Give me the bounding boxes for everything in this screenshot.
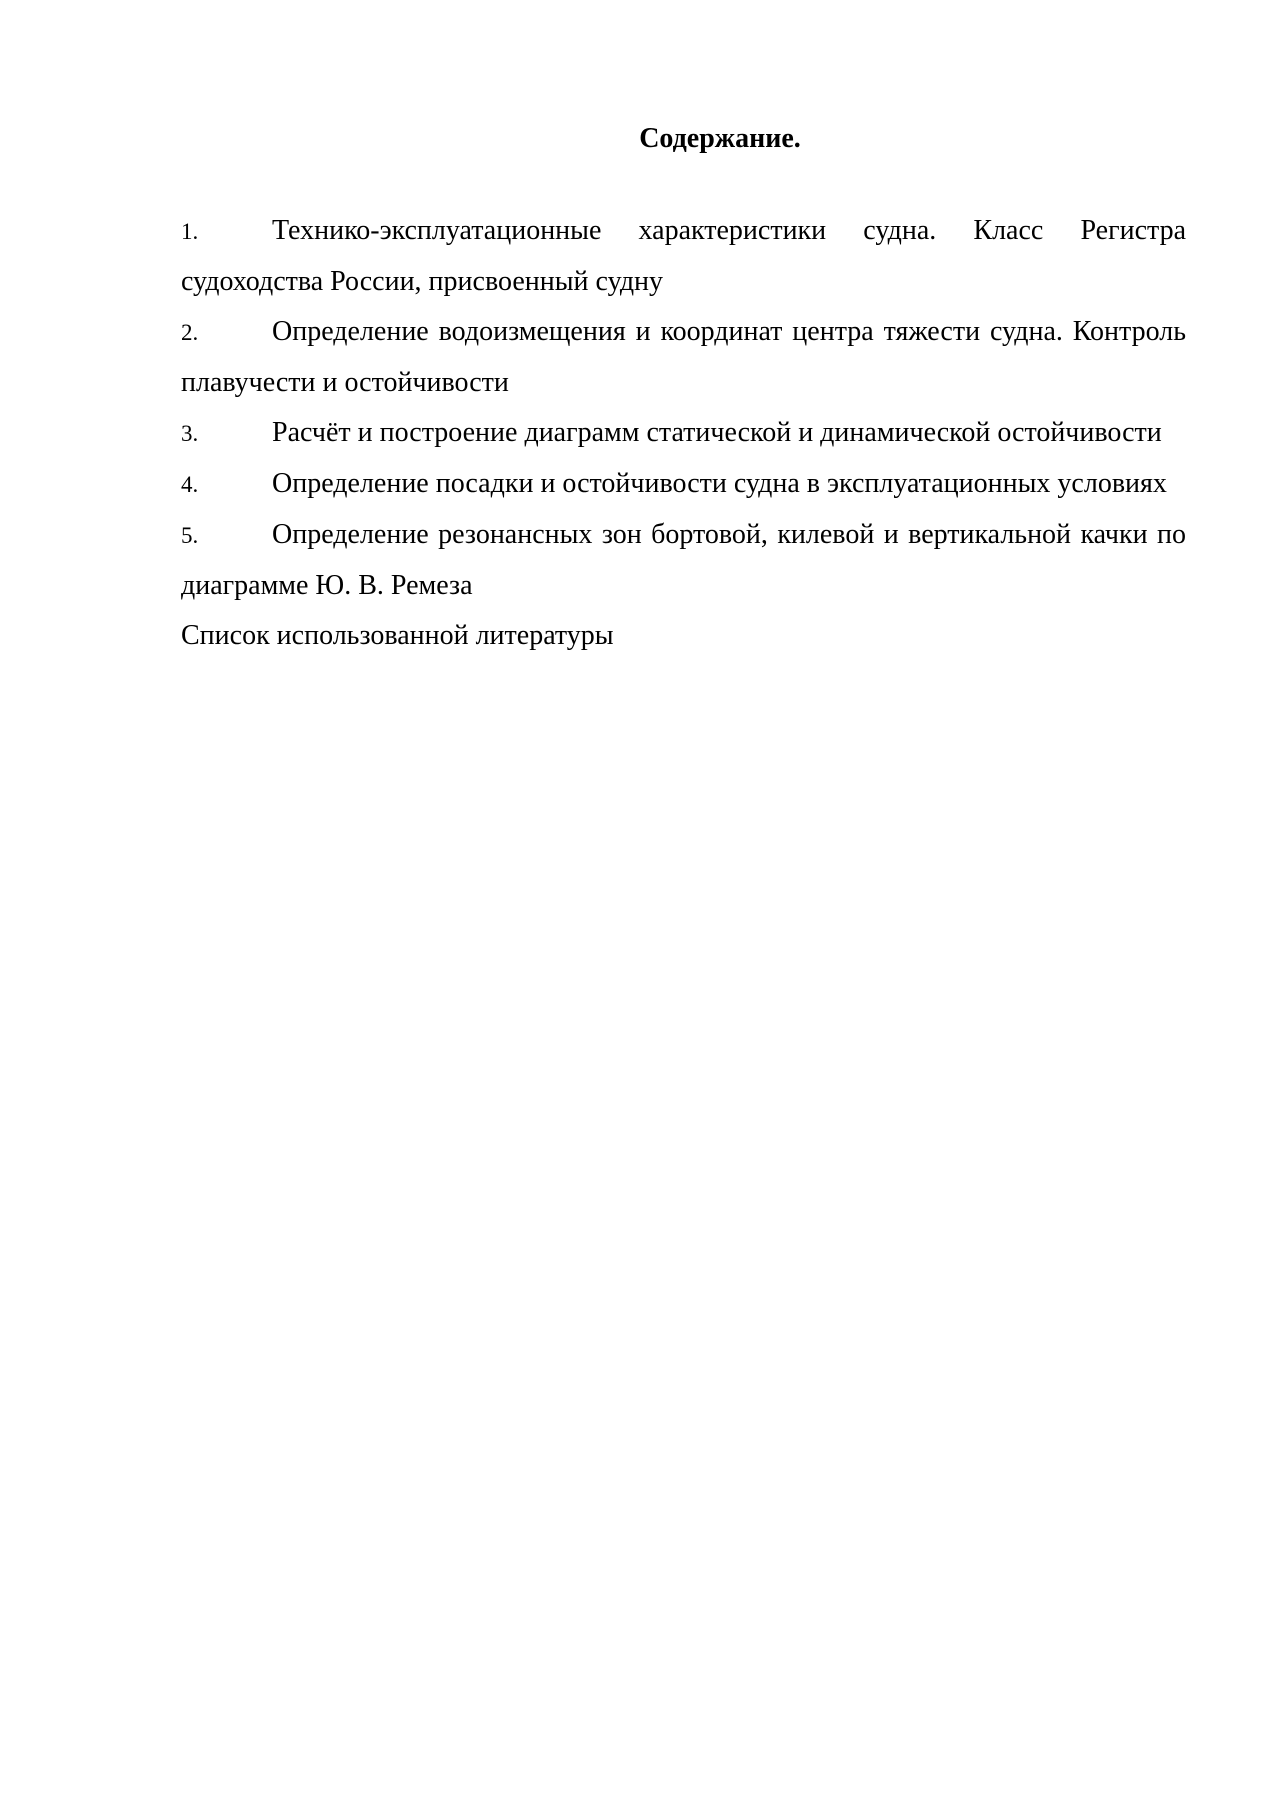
toc-item-text: Расчёт и построение диаграмм статической и динамической остойчивости — [272, 417, 1162, 448]
toc-item-number: 3. — [181, 421, 199, 446]
toc-item-number: 1. — [181, 219, 199, 244]
toc-item-text: Определение резонансных зон бортовой, килевой и вертикальной качки по диаграмме Ю. В. Ремеза — [181, 519, 1186, 601]
toc-item-text: Технико-эксплуатационные характеристики судна. Класс Регистра судоходства России, присвоенный судну — [181, 215, 1186, 297]
toc-item-4 — [181, 459, 1186, 510]
toc-item-number: 5. — [181, 523, 199, 548]
toc-bibliography: Список использованной литературы — [181, 620, 614, 651]
toc-item-2 — [181, 307, 1186, 408]
toc-item-text: Определение водоизмещения и координат центра тяжести судна. Контроль плавучести и остойчивости — [181, 316, 1186, 398]
toc-item-number: 4. — [181, 472, 199, 497]
toc-item-3 — [181, 408, 1186, 459]
table-of-contents — [181, 206, 1186, 661]
toc-item-number: 2. — [181, 320, 199, 345]
page-title: Содержание. — [639, 123, 801, 154]
toc-item-5 — [181, 510, 1186, 611]
toc-item-1 — [181, 206, 1186, 307]
toc-item-text: Определение посадки и остойчивости судна в эксплуатационных условиях — [272, 468, 1167, 499]
